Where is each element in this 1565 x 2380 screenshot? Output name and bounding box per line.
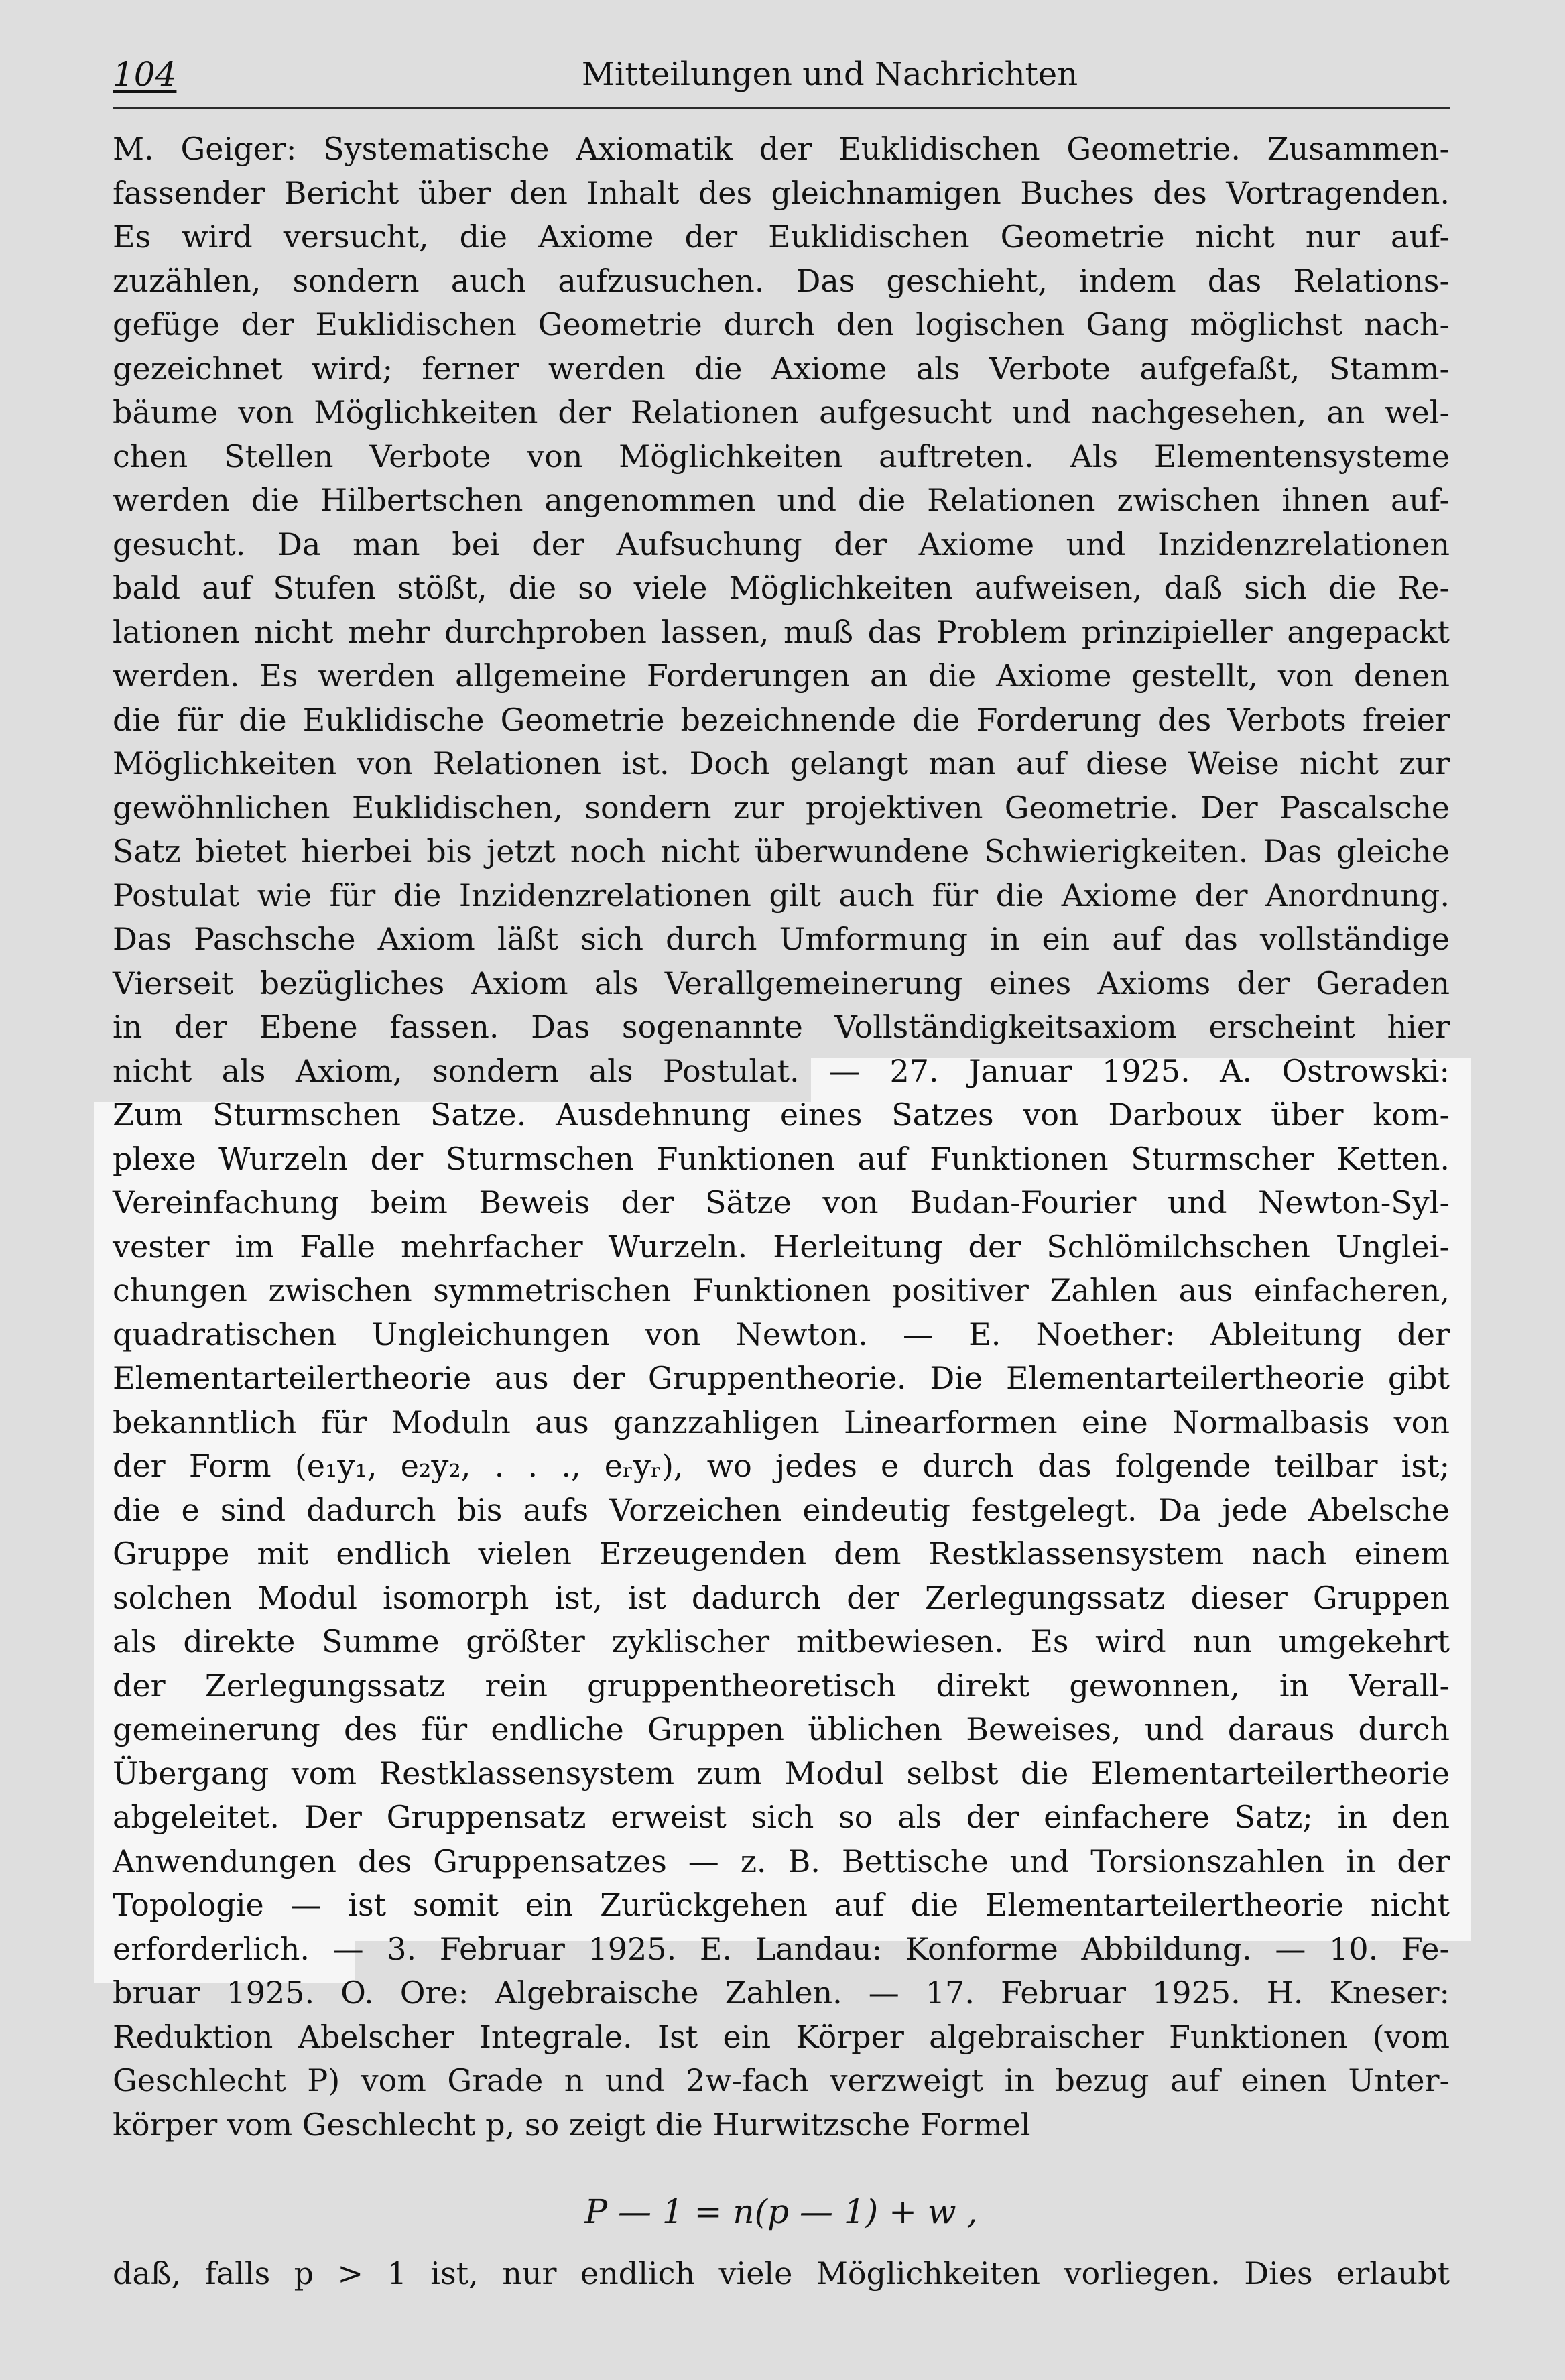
text-line: die für die Euklidische Geometrie bezeichnende die Forderung des Verbots freier: [113, 701, 1450, 738]
text-line: gezeichnet wird; ferner werden die Axiome als Verbote aufgefaßt, Stamm-: [113, 350, 1450, 387]
text-line: Reduktion Abelscher Integrale. Ist ein Körper algebraischer Funktionen (vom: [113, 2018, 1450, 2055]
page-header: [113, 50, 1453, 99]
text-line: M. Geiger: Systematische Axiomatik der Euklidischen Geometrie. Zusammen-: [113, 131, 1450, 167]
text-line: gemeinerung des für endliche Gruppen üblichen Beweises, und daraus durch: [113, 1711, 1450, 1747]
text-line: lationen nicht mehr durchproben lassen, muß das Problem prinzipieller angepackt: [113, 613, 1450, 650]
text-line: gesucht. Da man bei der Aufsuchung der Axiome und Inzidenzrelationen: [113, 525, 1450, 562]
text-line: bruar 1925. O. Ore: Algebraische Zahlen. — 17. Februar 1925. H. Kneser:: [113, 1975, 1450, 2011]
text-line: vester im Falle mehrfacher Wurzeln. Herleitung der Schlömilchschen Unglei-: [113, 1228, 1450, 1265]
text-line: solchen Modul isomorph ist, ist dadurch der Zerlegungssatz dieser Gruppen: [113, 1579, 1450, 1616]
text-line: der Zerlegungssatz rein gruppentheoretisch direkt gewonnen, in Verall-: [113, 1667, 1450, 1704]
formula-text: P — 1 = n(p — 1) + w ,: [584, 2192, 978, 2231]
body-text: [113, 127, 1450, 2147]
text-line: bald auf Stufen stößt, die so viele Möglichkeiten aufweisen, daß sich die Re-: [113, 570, 1450, 606]
text-line: Vierseit bezügliches Axiom als Verallgemeinerung eines Axioms der Geraden: [113, 964, 1450, 1001]
text-line: daß, falls p > 1 ist, nur endlich viele Möglichkeiten vorliegen. Dies erlaubt: [113, 2255, 1450, 2292]
text-line: werden. Es werden allgemeine Forderungen an die Axiome gestellt, von denen: [113, 657, 1450, 694]
display-formula: [113, 2185, 1450, 2239]
text-line: Topologie — ist somit ein Zurückgehen auf die Elementarteilertheorie nicht: [113, 1887, 1450, 1923]
text-line: Satz bietet hierbei bis jetzt noch nicht überwundene Schwierigkeiten. Das gleiche: [113, 833, 1450, 869]
text-line: in der Ebene fassen. Das sogenannte Vollständigkeitsaxiom erscheint hier: [113, 1009, 1450, 1045]
text-line: gefüge der Euklidischen Geometrie durch den logischen Gang möglichst nach-: [113, 306, 1450, 342]
text-line: gewöhnlichen Euklidischen, sondern zur projektiven Geometrie. Der Pascalsche: [113, 789, 1450, 826]
header-rule: [113, 107, 1450, 109]
text-line: als direkte Summe größter zyklischer mitbewiesen. Es wird nun umgekehrt: [113, 1623, 1450, 1659]
text-line: Möglichkeiten von Relationen ist. Doch gelangt man auf diese Weise nicht zur: [113, 745, 1450, 781]
text-line: quadratischen Ungleichungen von Newton. — E. Noether: Ableitung der: [113, 1316, 1450, 1353]
text-line: Vereinfachung beim Beweis der Sätze von Budan-Fourier und Newton-Syl-: [113, 1184, 1450, 1220]
text-line: bäume von Möglichkeiten der Relationen aufgesucht und nachgesehen, an wel-: [113, 394, 1450, 430]
text-line: Es wird versucht, die Axiome der Euklidischen Geometrie nicht nur auf-: [113, 218, 1450, 255]
running-head: Mitteilungen und Nachrichten: [581, 56, 1078, 93]
text-line: plexe Wurzeln der Sturmschen Funktionen auf Funktionen Sturmscher Ketten.: [113, 1140, 1450, 1177]
text-line: chen Stellen Verbote von Möglichkeiten auftreten. Als Elementensysteme: [113, 438, 1450, 475]
text-line: die e sind dadurch bis aufs Vorzeichen eindeutig festgelegt. Da jede Abelsche: [113, 1491, 1450, 1528]
text-line: Das Paschsche Axiom läßt sich durch Umformung in ein auf das vollständige: [113, 921, 1450, 957]
text-line: Zum Sturmschen Satze. Ausdehnung eines Satzes von Darboux über kom-: [113, 1097, 1450, 1133]
text-line: Übergang vom Restklassensystem zum Modul selbst die Elementarteilertheorie: [113, 1755, 1450, 1792]
text-line: abgeleitet. Der Gruppensatz erweist sich so als der einfachere Satz; in den: [113, 1799, 1450, 1835]
text-line: Postulat wie für die Inzidenzrelationen gilt auch für die Axiome der Anordnung.: [113, 877, 1450, 914]
text-line: körper vom Geschlecht p, so zeigt die Hurwitzsche Formel: [113, 2106, 1031, 2143]
text-line: bekanntlich für Moduln aus ganzzahligen Linearformen eine Normalbasis von: [113, 1403, 1450, 1440]
text-line: Gruppe mit endlich vielen Erzeugenden dem Restklassensystem nach einem: [113, 1536, 1450, 1572]
text-line: nicht als Axiom, sondern als Postulat. — 27. Januar 1925. A. Ostrowski:: [113, 1052, 1450, 1089]
text-line: Anwendungen des Gruppensatzes — z. B. Bettische und Torsionszahlen in der: [113, 1842, 1450, 1879]
page-number: 104: [113, 55, 177, 94]
text-line: der Form (e₁y₁, e₂y₂, . . ., eᵣyᵣ), wo jedes e durch das folgende teilbar ist;: [113, 1448, 1450, 1484]
text-line: fassender Bericht über den Inhalt des gleichnamigen Buches des Vortragenden.: [113, 174, 1450, 211]
text-line: Geschlecht P) vom Grade n und 2w-fach verzweigt in bezug auf einen Unter-: [113, 2062, 1450, 2099]
text-line: werden die Hilbertschen angenommen und die Relationen zwischen ihnen auf-: [113, 482, 1450, 518]
text-line: erforderlich. — 3. Februar 1925. E. Landau: Konforme Abbildung. — 10. Fe-: [113, 1930, 1450, 1967]
text-line: Elementarteilertheorie aus der Gruppentheorie. Die Elementarteilertheorie gibt: [113, 1360, 1450, 1396]
text-line: zuzählen, sondern auch aufzusuchen. Das geschieht, indem das Relations-: [113, 262, 1450, 299]
text-line: chungen zwischen symmetrischen Funktionen positiver Zahlen aus einfacheren,: [113, 1272, 1450, 1308]
